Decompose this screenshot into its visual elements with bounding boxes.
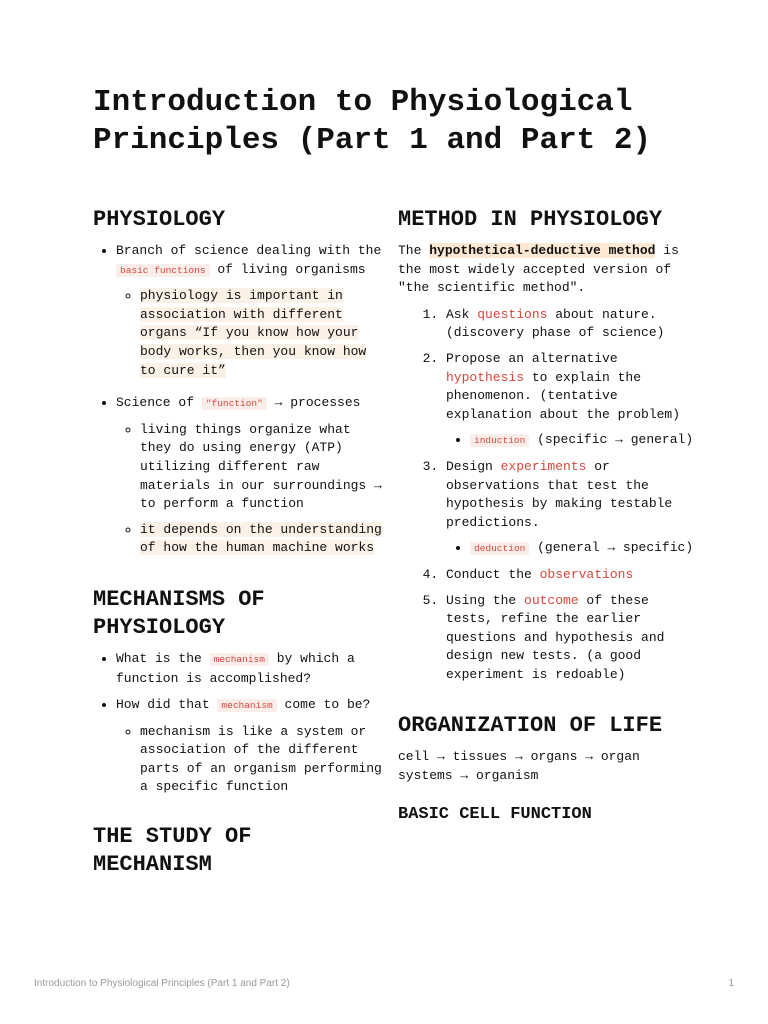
list-item xyxy=(446,350,698,451)
list-item xyxy=(446,592,698,685)
tag-basic-functions: basic functions xyxy=(116,264,210,277)
text: is the most widely accepted version of "the scientific method". xyxy=(398,243,679,296)
text: of these tests, refine the earlier questions and hypothesis and design new tests. (a good experiment is redoable) xyxy=(446,592,665,682)
list-item xyxy=(470,431,698,451)
section-mechanisms xyxy=(93,586,383,797)
list-item xyxy=(116,242,383,380)
keyword: outcome xyxy=(524,592,579,608)
keyword: questions xyxy=(477,306,548,322)
list-item xyxy=(140,287,383,380)
list-item xyxy=(116,696,383,797)
method-intro xyxy=(398,242,698,298)
tag-induction: induction xyxy=(470,434,529,447)
heading-study: THE STUDY OF MECHANISM xyxy=(93,824,252,878)
organization-text: cell → tissues → organs → organ systems → organism xyxy=(398,749,640,784)
highlight-method: hypothetical-deductive method xyxy=(429,243,656,258)
heading-mechanisms: MECHANISMS OF PHYSIOLOGY xyxy=(93,586,265,640)
page-number: 1 xyxy=(728,978,734,989)
text: Science of xyxy=(116,395,202,411)
tag-deduction: deduction xyxy=(470,542,529,555)
list-item xyxy=(140,521,383,558)
list-item xyxy=(116,650,383,688)
text: (general → specific) xyxy=(529,540,694,556)
list-item xyxy=(140,723,383,797)
text: mechanism is like a system or association of the different parts of an organism performing a specific function xyxy=(140,723,382,795)
text: come to be? xyxy=(276,697,371,713)
list-item xyxy=(470,539,698,559)
list-item xyxy=(446,306,698,343)
text: Ask xyxy=(446,306,478,322)
text: Design xyxy=(446,458,501,474)
keyword: hypothesis xyxy=(446,369,525,385)
list-item xyxy=(140,421,383,514)
text: The xyxy=(398,243,430,258)
text: by which a function is accomplished? xyxy=(116,650,355,686)
physiology-list xyxy=(93,242,383,558)
tag-mechanism: mechanism xyxy=(217,699,276,712)
page-title: Introduction to Physiological Principles (Part 1 and Part 2) xyxy=(93,85,652,158)
page-footer xyxy=(34,978,734,989)
section-physiology xyxy=(93,206,383,558)
list-item xyxy=(446,566,698,585)
text: (specific → general) xyxy=(529,432,694,448)
mechanisms-list xyxy=(93,650,383,797)
text: Conduct the xyxy=(446,566,540,582)
tag-function: "function" xyxy=(202,397,267,410)
text: or observations that test the hypothesis by making testable predictions. xyxy=(446,458,673,530)
section-method xyxy=(398,206,698,684)
footer-title: Introduction to Physiological Principles (Part 1 and Part 2) xyxy=(34,978,290,989)
keyword: observations xyxy=(539,566,634,582)
text: Using the xyxy=(446,592,525,608)
section-organization xyxy=(398,712,698,825)
text: Branch of science dealing with the xyxy=(116,243,382,258)
keyword: experiments xyxy=(500,458,587,474)
right-column xyxy=(398,206,698,848)
text: about nature. (discovery phase of science) xyxy=(446,306,665,341)
heading-basic-cell: BASIC CELL FUNCTION xyxy=(398,804,592,824)
heading-method: METHOD IN PHYSIOLOGY xyxy=(398,207,663,232)
left-column xyxy=(93,206,383,901)
section-study xyxy=(93,823,383,879)
heading-organization: ORGANIZATION OF LIFE xyxy=(398,713,663,739)
tag-mechanism: mechanism xyxy=(210,653,269,666)
method-steps xyxy=(398,306,698,685)
text: How did that xyxy=(116,697,218,713)
list-item xyxy=(116,394,383,558)
heading-physiology: PHYSIOLOGY xyxy=(93,207,226,232)
text: living things organize what they do using energy (ATP) utilizing different raw materials in our surroundings → to perform a function xyxy=(140,421,382,512)
text: → processes xyxy=(266,395,361,411)
text: to explain the phenomenon. (tentative explanation about the problem) xyxy=(446,369,681,422)
highlighted-text: physiology is important in association with different organs “If you know how your body works, then you know how to cure it” xyxy=(140,288,367,378)
list-item xyxy=(446,458,698,559)
text: What is the xyxy=(116,650,210,666)
text: of living organisms xyxy=(209,261,366,277)
text: Propose an alternative xyxy=(446,350,618,366)
highlighted-text: it depends on the understanding of how the human machine works xyxy=(140,521,382,556)
